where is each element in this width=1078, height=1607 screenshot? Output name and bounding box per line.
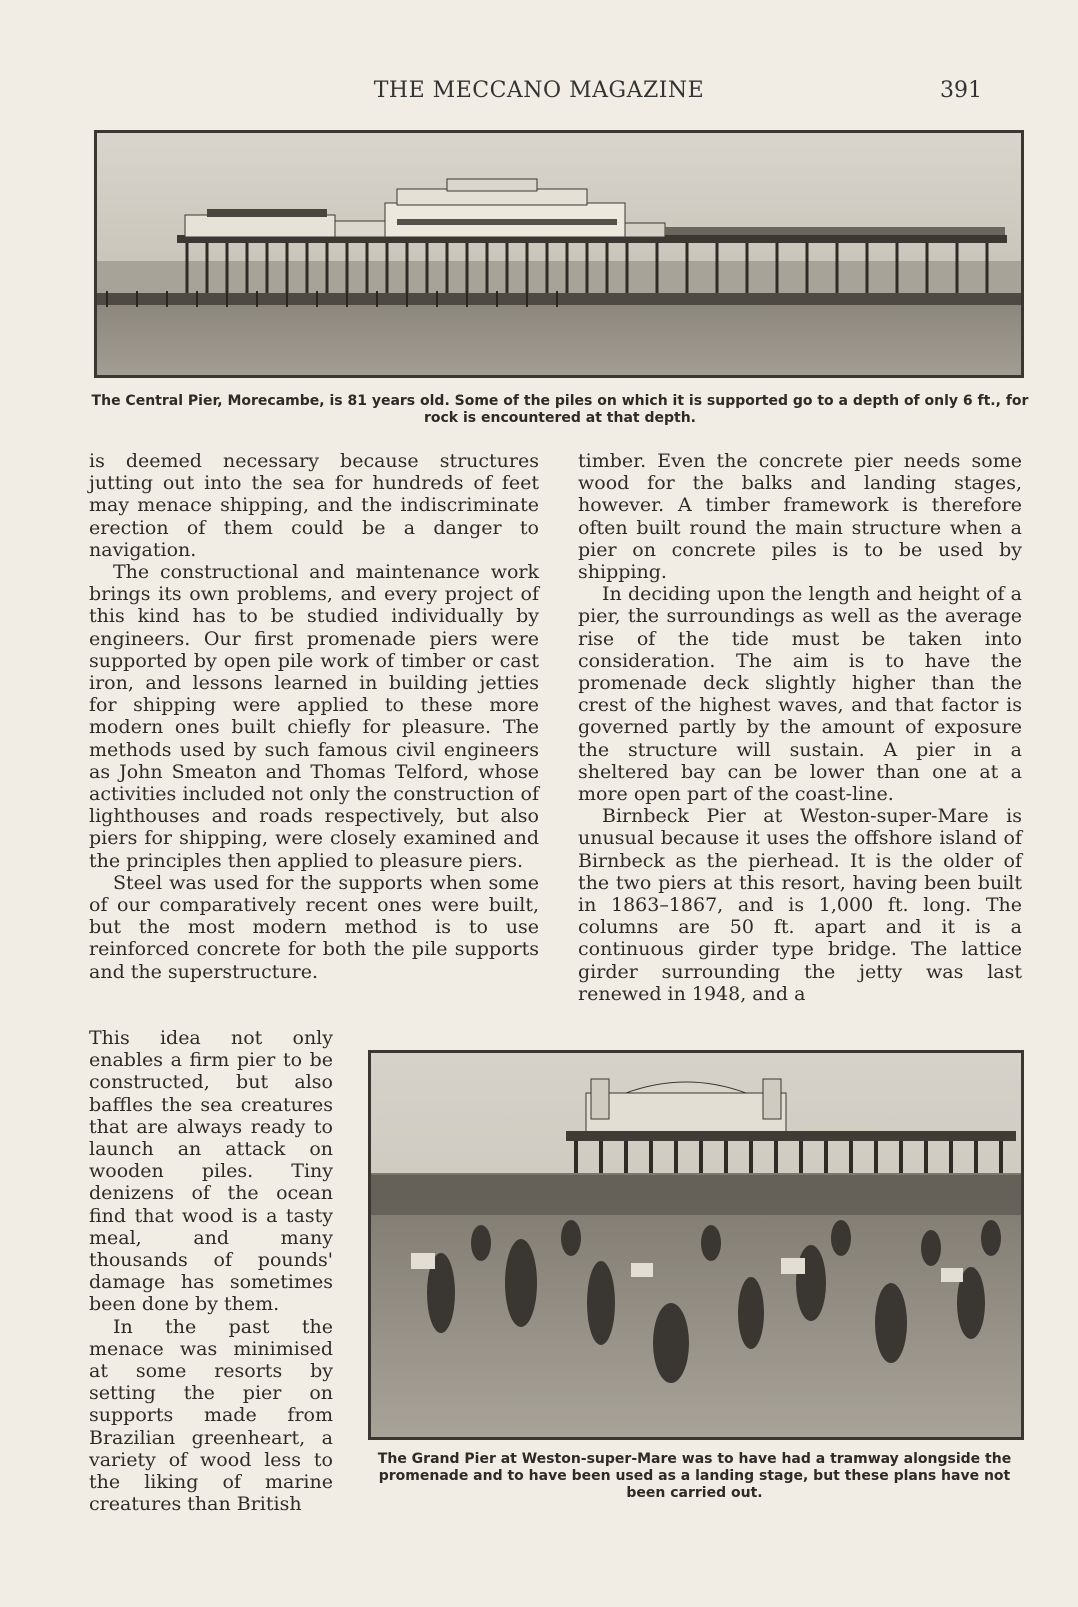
paragraph: In the past the menace was minimised at some resorts by setting the pier on supports made from Brazilian greenheart, a variety of wood less to the liking of marine creatures than British [89,1315,333,1516]
paragraph: In deciding upon the length and height of a pier, the surroundings as well as the average rise of the tide must be taken into consideration. The aim is to have the promenade deck slightly higher than the crest of the highest waves, and that factor is governed partly by the amount of exposure the structure will sustain. A pier in a sheltered bay can be lower than one at a more open part of the coast-line. [578,583,1022,806]
grand-pier-photo [368,1050,1024,1440]
paragraph: Birnbeck Pier at Weston-super-Mare is unusual because it uses the offshore island of Birnbeck as the pierhead. It is the older of the two piers at this resort, having been built in 1863–1867, and is 1,000 ft. long. The columns are 50 ft. apart and it is a continuous girder type bridge. The lattice girder surrounding the jetty was last renewed in 1948, and a [578,805,1022,1005]
left-column [89,450,539,983]
paragraph: Steel was used for the supports when some of our comparatively recent ones were built, but the most modern method is to use reinforced concrete for both the pile supports and the superstructure. [89,871,539,983]
paragraph: timber. Even the concrete pier needs some wood for the balks and landing stages, however. A timber framework is therefore often built round the main structure when a pier on concrete piles is to be used by shipping. [578,450,1022,584]
narrow-left-column [89,1027,333,1515]
paragraph: The constructional and maintenance work brings its own problems, and every project of this kind has to be studied individually by engineers. Our first promenade piers were supported by open pile work of timber or cast iron, and lessons learned in building jetties for shipping were applied to these more modern ones built chiefly for pleasure. The methods used by such famous civil engineers as John Smeaton and Thomas Telford, whose activities included not only the construction of lighthouses and roads respectively, but also piers for shipping, were closely examined and the principles then applied to pleasure piers. [89,561,539,872]
central-pier-photo [94,130,1024,378]
right-column [578,450,1022,1005]
paragraph: This idea not only enables a firm pier to be constructed, but also baffles the sea creatures that are always ready to launch an attack on wooden piles. Tiny denizens of the ocean find that wood is a tasty meal, and many thousands of pounds' damage has sometimes been done by them. [89,1027,333,1316]
paragraph: is deemed necessary because structures jutting out into the sea for hundreds of feet may menace shipping, and the indiscriminate erection of them could be a danger to navigation. [89,450,539,561]
page-header-title: THE MECCANO MAGAZINE [373,78,705,103]
page-number: 391 [940,78,982,103]
grand-pier-caption: The Grand Pier at Weston-super-Mare was to have had a tramway alongside the promenade and to have been used as a landing stage, but these plans have not been carried out. [377,1451,1012,1501]
central-pier-caption: The Central Pier, Morecambe, is 81 years old. Some of the piles on which it is supported go to a depth of only 6 ft., for rock is encountered at that depth. [91,393,1029,426]
